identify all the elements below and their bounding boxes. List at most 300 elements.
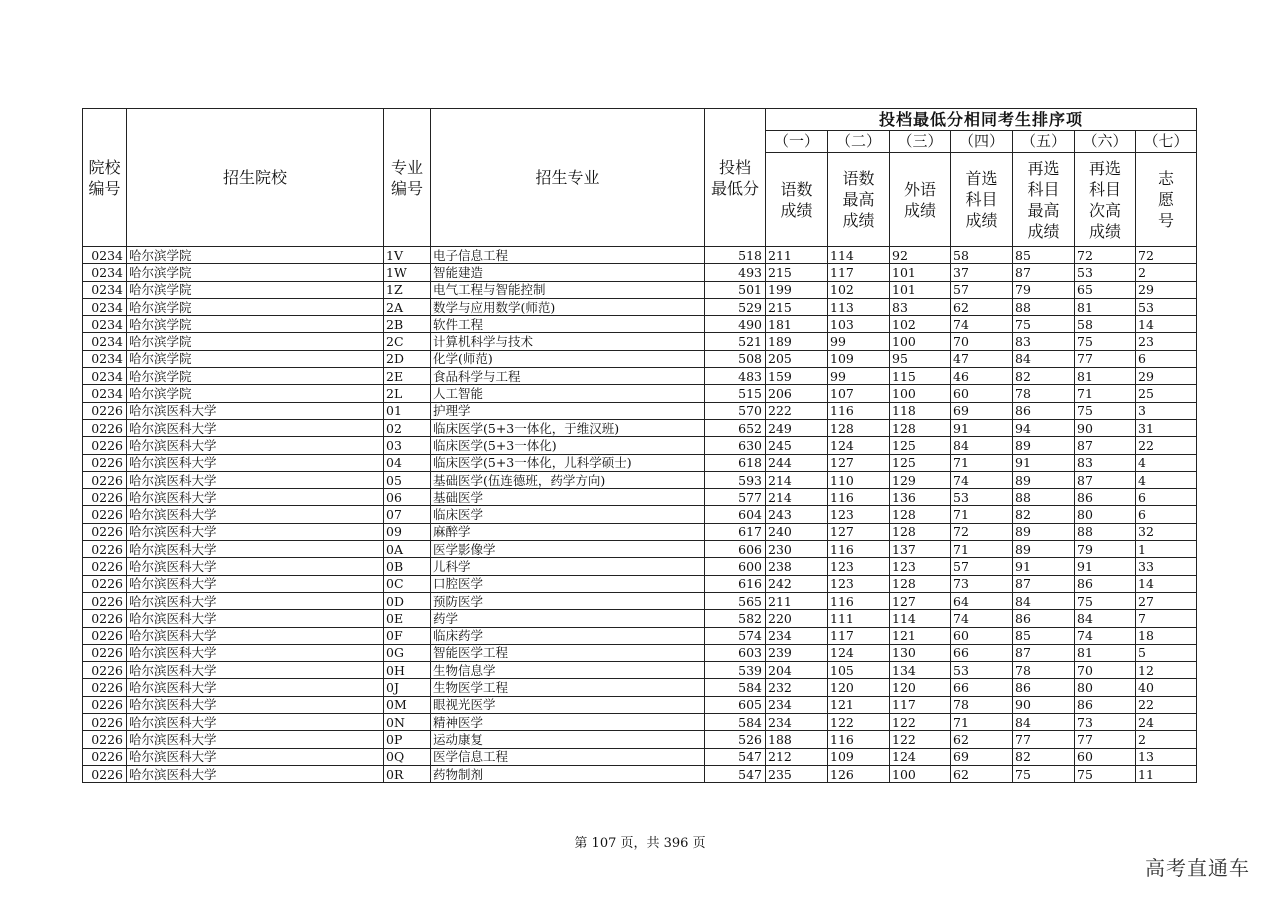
cell-major-code: 0G [384,644,431,661]
cell-reselect-max-score: 77 [1013,731,1075,748]
cell-min-score: 490 [705,316,766,333]
cell-major-code: 02 [384,419,431,436]
cell-reselect-max-score: 85 [1013,627,1075,644]
cell-chinese-math-score: 234 [766,714,828,731]
table-row [83,714,1197,731]
cell-reselect-max-score: 79 [1013,281,1075,298]
cell-major-name: 医学信息工程 [431,748,705,765]
table-row [83,523,1197,540]
cell-chinese-math-max-score: 99 [828,333,890,350]
cell-reselect-second-score: 77 [1075,731,1136,748]
cell-school-code: 0226 [83,454,127,471]
cell-reselect-max-score: 87 [1013,575,1075,592]
cell-chinese-math-score: 204 [766,662,828,679]
cell-major-code: 0C [384,575,431,592]
cell-reselect-second-score: 70 [1075,662,1136,679]
cell-reselect-max-score: 85 [1013,247,1075,264]
cell-min-score: 529 [705,298,766,315]
cell-major-name: 软件工程 [431,316,705,333]
cell-reselect-second-score: 75 [1075,402,1136,419]
cell-major-code: 0M [384,696,431,713]
cell-foreign-language-score: 100 [890,385,951,402]
cell-foreign-language-score: 115 [890,368,951,385]
cell-major-name: 临床医学 [431,506,705,523]
cell-school-code: 0226 [83,610,127,627]
cell-min-score: 600 [705,558,766,575]
cell-school-code: 0226 [83,523,127,540]
cell-choice-number: 27 [1136,592,1197,609]
cell-school-name: 哈尔滨医科大学 [127,489,384,506]
cell-school-name: 哈尔滨医科大学 [127,541,384,558]
cell-school-code: 0226 [83,679,127,696]
table-row [83,541,1197,558]
cell-foreign-language-score: 128 [890,523,951,540]
cell-chinese-math-score: 212 [766,748,828,765]
cell-chinese-math-score: 181 [766,316,828,333]
cell-reselect-max-score: 86 [1013,610,1075,627]
cell-chinese-math-max-score: 109 [828,350,890,367]
cell-chinese-math-score: 188 [766,731,828,748]
cell-school-code: 0226 [83,714,127,731]
cell-reselect-max-score: 90 [1013,696,1075,713]
cell-major-name: 麻醉学 [431,523,705,540]
cell-choice-number: 4 [1136,471,1197,488]
cell-first-subject-score: 62 [951,731,1013,748]
cell-major-name: 临床医学(5+3一体化，儿科学硕士) [431,454,705,471]
cell-foreign-language-score: 122 [890,714,951,731]
cell-school-code: 0226 [83,644,127,661]
cell-school-name: 哈尔滨医科大学 [127,714,384,731]
cell-major-name: 护理学 [431,402,705,419]
cell-first-subject-score: 69 [951,748,1013,765]
table-row [83,368,1197,385]
cell-reselect-second-score: 71 [1075,385,1136,402]
cell-major-name: 精神医学 [431,714,705,731]
cell-school-code: 0226 [83,402,127,419]
cell-first-subject-score: 71 [951,454,1013,471]
cell-school-name: 哈尔滨医科大学 [127,679,384,696]
cell-min-score: 493 [705,264,766,281]
cell-first-subject-score: 53 [951,489,1013,506]
cell-major-name: 生物医学工程 [431,679,705,696]
cell-chinese-math-max-score: 124 [828,437,890,454]
cell-major-code: 2B [384,316,431,333]
header-tiebreak-group: 投档最低分相同考生排序项 [766,109,1197,131]
cell-chinese-math-score: 199 [766,281,828,298]
cell-min-score: 526 [705,731,766,748]
cell-min-score: 539 [705,662,766,679]
cell-choice-number: 25 [1136,385,1197,402]
cell-chinese-math-max-score: 117 [828,627,890,644]
cell-school-code: 0226 [83,541,127,558]
cell-reselect-second-score: 65 [1075,281,1136,298]
cell-reselect-second-score: 90 [1075,419,1136,436]
cell-major-code: 06 [384,489,431,506]
cell-reselect-max-score: 89 [1013,523,1075,540]
cell-choice-number: 11 [1136,765,1197,782]
header-min-score: 投档 最低分 [705,109,766,247]
cell-school-name: 哈尔滨医科大学 [127,662,384,679]
cell-reselect-second-score: 81 [1075,298,1136,315]
cell-choice-number: 4 [1136,454,1197,471]
cell-reselect-second-score: 86 [1075,575,1136,592]
cell-reselect-second-score: 77 [1075,350,1136,367]
cell-school-name: 哈尔滨医科大学 [127,644,384,661]
cell-reselect-second-score: 79 [1075,541,1136,558]
cell-major-code: 2C [384,333,431,350]
cell-school-name: 哈尔滨学院 [127,350,384,367]
cell-major-code: 2D [384,350,431,367]
cell-min-score: 508 [705,350,766,367]
cell-chinese-math-max-score: 122 [828,714,890,731]
cell-school-name: 哈尔滨学院 [127,281,384,298]
cell-first-subject-score: 62 [951,298,1013,315]
cell-min-score: 582 [705,610,766,627]
cell-major-name: 人工智能 [431,385,705,402]
cell-reselect-second-score: 80 [1075,679,1136,696]
cell-choice-number: 33 [1136,558,1197,575]
cell-major-name: 电气工程与智能控制 [431,281,705,298]
cell-major-code: 0R [384,765,431,782]
table-row [83,471,1197,488]
cell-school-code: 0234 [83,316,127,333]
table-row [83,316,1197,333]
table-row [83,247,1197,264]
cell-first-subject-score: 64 [951,592,1013,609]
cell-chinese-math-max-score: 110 [828,471,890,488]
cell-min-score: 574 [705,627,766,644]
cell-major-code: 07 [384,506,431,523]
table-row [83,765,1197,782]
cell-reselect-second-score: 84 [1075,610,1136,627]
cell-foreign-language-score: 125 [890,454,951,471]
cell-chinese-math-max-score: 116 [828,541,890,558]
cell-choice-number: 12 [1136,662,1197,679]
cell-foreign-language-score: 136 [890,489,951,506]
cell-major-name: 计算机科学与技术 [431,333,705,350]
cell-major-name: 药物制剂 [431,765,705,782]
cell-school-name: 哈尔滨学院 [127,264,384,281]
cell-major-name: 化学(师范) [431,350,705,367]
cell-first-subject-score: 62 [951,765,1013,782]
table-header [83,109,1197,247]
header-tiebreak-number: （四） [951,131,1013,153]
cell-min-score: 616 [705,575,766,592]
cell-first-subject-score: 71 [951,541,1013,558]
cell-reselect-second-score: 74 [1075,627,1136,644]
cell-chinese-math-max-score: 123 [828,558,890,575]
cell-choice-number: 29 [1136,368,1197,385]
cell-school-name: 哈尔滨学院 [127,316,384,333]
cell-reselect-max-score: 91 [1013,454,1075,471]
cell-major-code: 0N [384,714,431,731]
cell-foreign-language-score: 121 [890,627,951,644]
cell-first-subject-score: 74 [951,316,1013,333]
cell-reselect-max-score: 89 [1013,471,1075,488]
cell-reselect-max-score: 87 [1013,264,1075,281]
cell-chinese-math-score: 242 [766,575,828,592]
cell-reselect-max-score: 89 [1013,437,1075,454]
cell-chinese-math-max-score: 126 [828,765,890,782]
cell-chinese-math-max-score: 116 [828,402,890,419]
table-row [83,506,1197,523]
cell-reselect-max-score: 88 [1013,489,1075,506]
cell-reselect-max-score: 82 [1013,506,1075,523]
cell-chinese-math-score: 249 [766,419,828,436]
table-row [83,298,1197,315]
cell-major-name: 食品科学与工程 [431,368,705,385]
cell-min-score: 604 [705,506,766,523]
cell-foreign-language-score: 123 [890,558,951,575]
cell-school-code: 0226 [83,506,127,523]
header-tiebreak-number: （五） [1013,131,1075,153]
header-school-name: 招生院校 [127,109,384,247]
cell-chinese-math-score: 234 [766,696,828,713]
cell-reselect-max-score: 87 [1013,644,1075,661]
table-row [83,281,1197,298]
cell-reselect-second-score: 73 [1075,714,1136,731]
cell-major-code: 1V [384,247,431,264]
cell-major-code: 0P [384,731,431,748]
cell-school-code: 0226 [83,592,127,609]
cell-foreign-language-score: 101 [890,281,951,298]
cell-foreign-language-score: 92 [890,247,951,264]
cell-reselect-second-score: 87 [1075,471,1136,488]
cell-min-score: 652 [705,419,766,436]
cell-foreign-language-score: 95 [890,350,951,367]
cell-reselect-max-score: 89 [1013,541,1075,558]
table-row [83,696,1197,713]
table-row [83,644,1197,661]
cell-first-subject-score: 60 [951,627,1013,644]
cell-foreign-language-score: 114 [890,610,951,627]
cell-min-score: 547 [705,765,766,782]
cell-major-name: 儿科学 [431,558,705,575]
cell-chinese-math-score: 215 [766,264,828,281]
cell-reselect-max-score: 78 [1013,385,1075,402]
cell-first-subject-score: 53 [951,662,1013,679]
cell-school-code: 0226 [83,696,127,713]
cell-chinese-math-max-score: 113 [828,298,890,315]
cell-chinese-math-max-score: 103 [828,316,890,333]
cell-school-name: 哈尔滨医科大学 [127,748,384,765]
cell-reselect-second-score: 80 [1075,506,1136,523]
cell-first-subject-score: 47 [951,350,1013,367]
cell-choice-number: 2 [1136,731,1197,748]
cell-major-name: 数学与应用数学(师范) [431,298,705,315]
cell-chinese-math-max-score: 116 [828,731,890,748]
cell-school-name: 哈尔滨医科大学 [127,627,384,644]
cell-chinese-math-score: 215 [766,298,828,315]
cell-foreign-language-score: 83 [890,298,951,315]
cell-foreign-language-score: 130 [890,644,951,661]
cell-chinese-math-score: 239 [766,644,828,661]
admission-score-table [82,108,1197,783]
cell-choice-number: 14 [1136,575,1197,592]
cell-chinese-math-score: 245 [766,437,828,454]
cell-reselect-second-score: 81 [1075,644,1136,661]
cell-school-code: 0234 [83,385,127,402]
header-tiebreak-label: 再选 科目 最高 成绩 [1013,153,1075,247]
cell-school-name: 哈尔滨医科大学 [127,610,384,627]
cell-major-name: 基础医学(伍连德班，药学方向) [431,471,705,488]
cell-major-name: 临床医学(5+3一体化) [431,437,705,454]
cell-reselect-max-score: 82 [1013,748,1075,765]
cell-min-score: 618 [705,454,766,471]
cell-school-code: 0226 [83,558,127,575]
cell-chinese-math-score: 232 [766,679,828,696]
cell-foreign-language-score: 124 [890,748,951,765]
cell-major-code: 0F [384,627,431,644]
cell-foreign-language-score: 134 [890,662,951,679]
cell-major-name: 电子信息工程 [431,247,705,264]
cell-min-score: 584 [705,679,766,696]
cell-school-code: 0234 [83,298,127,315]
cell-school-name: 哈尔滨医科大学 [127,506,384,523]
cell-first-subject-score: 60 [951,385,1013,402]
cell-chinese-math-score: 206 [766,385,828,402]
cell-choice-number: 22 [1136,696,1197,713]
cell-chinese-math-max-score: 109 [828,748,890,765]
cell-chinese-math-score: 159 [766,368,828,385]
cell-reselect-max-score: 91 [1013,558,1075,575]
table-row [83,679,1197,696]
cell-school-code: 0226 [83,748,127,765]
cell-reselect-max-score: 86 [1013,402,1075,419]
cell-foreign-language-score: 122 [890,731,951,748]
cell-first-subject-score: 91 [951,419,1013,436]
cell-chinese-math-max-score: 99 [828,368,890,385]
cell-choice-number: 22 [1136,437,1197,454]
table-row [83,592,1197,609]
cell-chinese-math-max-score: 107 [828,385,890,402]
cell-reselect-second-score: 72 [1075,247,1136,264]
header-tiebreak-number: （六） [1075,131,1136,153]
cell-chinese-math-score: 214 [766,471,828,488]
cell-first-subject-score: 84 [951,437,1013,454]
cell-school-code: 0234 [83,368,127,385]
cell-major-code: 04 [384,454,431,471]
cell-chinese-math-score: 214 [766,489,828,506]
cell-school-code: 0234 [83,247,127,264]
cell-chinese-math-score: 240 [766,523,828,540]
cell-school-name: 哈尔滨学院 [127,333,384,350]
cell-major-code: 2L [384,385,431,402]
cell-chinese-math-max-score: 105 [828,662,890,679]
cell-school-name: 哈尔滨医科大学 [127,696,384,713]
header-tiebreak-label: 志 愿 号 [1136,153,1197,247]
cell-major-code: 0H [384,662,431,679]
table-row [83,748,1197,765]
header-tiebreak-label: 外语 成绩 [890,153,951,247]
cell-major-code: 0E [384,610,431,627]
cell-min-score: 570 [705,402,766,419]
cell-school-code: 0234 [83,333,127,350]
cell-choice-number: 32 [1136,523,1197,540]
cell-reselect-second-score: 91 [1075,558,1136,575]
cell-choice-number: 7 [1136,610,1197,627]
cell-major-code: 2A [384,298,431,315]
cell-major-code: 0J [384,679,431,696]
cell-foreign-language-score: 100 [890,765,951,782]
cell-chinese-math-max-score: 123 [828,575,890,592]
cell-major-code: 1Z [384,281,431,298]
cell-reselect-max-score: 84 [1013,592,1075,609]
cell-major-name: 药学 [431,610,705,627]
cell-foreign-language-score: 128 [890,506,951,523]
cell-reselect-max-score: 84 [1013,714,1075,731]
cell-reselect-second-score: 75 [1075,592,1136,609]
cell-choice-number: 3 [1136,402,1197,419]
cell-choice-number: 13 [1136,748,1197,765]
cell-choice-number: 2 [1136,264,1197,281]
cell-first-subject-score: 58 [951,247,1013,264]
cell-first-subject-score: 71 [951,506,1013,523]
cell-school-name: 哈尔滨医科大学 [127,471,384,488]
cell-major-name: 眼视光医学 [431,696,705,713]
cell-reselect-second-score: 86 [1075,489,1136,506]
cell-choice-number: 23 [1136,333,1197,350]
table-body [83,247,1197,783]
header-tiebreak-number: （三） [890,131,951,153]
cell-reselect-max-score: 88 [1013,298,1075,315]
cell-school-name: 哈尔滨医科大学 [127,558,384,575]
cell-chinese-math-score: 189 [766,333,828,350]
cell-reselect-max-score: 83 [1013,333,1075,350]
cell-school-name: 哈尔滨学院 [127,368,384,385]
cell-reselect-max-score: 75 [1013,316,1075,333]
cell-chinese-math-max-score: 124 [828,644,890,661]
cell-major-name: 预防医学 [431,592,705,609]
cell-school-code: 0226 [83,437,127,454]
cell-school-name: 哈尔滨医科大学 [127,523,384,540]
cell-chinese-math-max-score: 128 [828,419,890,436]
cell-chinese-math-score: 211 [766,247,828,264]
cell-choice-number: 72 [1136,247,1197,264]
cell-chinese-math-score: 244 [766,454,828,471]
cell-school-name: 哈尔滨医科大学 [127,575,384,592]
cell-foreign-language-score: 127 [890,592,951,609]
cell-min-score: 521 [705,333,766,350]
header-major-code: 专业 编号 [384,109,431,247]
cell-choice-number: 14 [1136,316,1197,333]
table-row [83,610,1197,627]
cell-chinese-math-max-score: 111 [828,610,890,627]
cell-school-name: 哈尔滨学院 [127,247,384,264]
cell-major-code: 03 [384,437,431,454]
cell-chinese-math-score: 211 [766,592,828,609]
cell-school-name: 哈尔滨医科大学 [127,419,384,436]
table-row [83,350,1197,367]
cell-major-code: 09 [384,523,431,540]
cell-reselect-max-score: 86 [1013,679,1075,696]
cell-choice-number: 31 [1136,419,1197,436]
cell-chinese-math-max-score: 121 [828,696,890,713]
cell-first-subject-score: 71 [951,714,1013,731]
header-tiebreak-label: 语数 最高 成绩 [828,153,890,247]
cell-reselect-max-score: 84 [1013,350,1075,367]
watermark-text: 高考直通车 [1145,856,1250,880]
cell-school-name: 哈尔滨医科大学 [127,592,384,609]
table-row [83,558,1197,575]
cell-choice-number: 53 [1136,298,1197,315]
cell-major-name: 医学影像学 [431,541,705,558]
cell-chinese-math-score: 235 [766,765,828,782]
cell-school-code: 0226 [83,489,127,506]
cell-first-subject-score: 57 [951,281,1013,298]
table-row [83,662,1197,679]
cell-foreign-language-score: 100 [890,333,951,350]
